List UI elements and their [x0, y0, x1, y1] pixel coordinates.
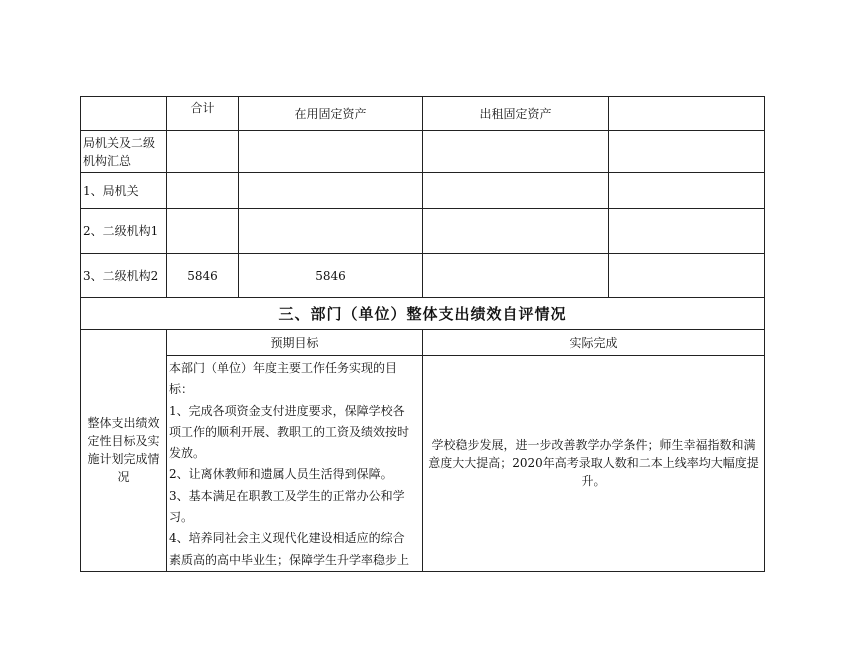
expected-line: 3、基本满足在职教工及学生的正常办公和学	[169, 488, 405, 503]
actual-completion-text: 学校稳步发展，进一步改善教学办学条件；师生幸福指数和满意度大大提高；2020年高考录取人数和二本上线率均大幅度提升。	[423, 356, 765, 572]
header-blank-cell-right	[609, 97, 765, 131]
table-row	[81, 131, 765, 173]
header-expected-target: 预期目标	[167, 330, 423, 356]
section-title-row	[81, 298, 765, 330]
expected-line: 发放。	[169, 446, 206, 461]
header-in-use-assets: 在用固定资产	[239, 97, 423, 131]
expected-line: 本部门（单位）年度主要工作任务实现的目标：	[169, 361, 398, 397]
performance-content-row	[81, 356, 765, 572]
cell-in-use	[239, 173, 423, 209]
cell-extra	[609, 131, 765, 173]
header-rented-assets: 出租固定资产	[423, 97, 609, 131]
cell-total	[167, 173, 239, 209]
performance-row-label: 整体支出绩效定性目标及实施计划完成情况	[81, 330, 167, 572]
table-row	[81, 209, 765, 254]
cell-total	[167, 131, 239, 173]
row-label: 2、二级机构1	[81, 209, 167, 254]
row-label: 1、局机关	[81, 173, 167, 209]
section-title: 三、部门（单位）整体支出绩效自评情况	[81, 298, 765, 330]
asset-and-performance-table	[80, 96, 765, 572]
header-total: 合计	[167, 97, 239, 131]
row-label: 局机关及二级机构汇总	[81, 131, 167, 173]
cell-total	[167, 209, 239, 254]
cell-rented	[423, 254, 609, 298]
cell-total: 5846	[167, 254, 239, 298]
expected-line: 1、完成各项资金支付进度要求，保障学校各	[169, 403, 405, 418]
row-label: 3、二级机构2	[81, 254, 167, 298]
header-actual-completion: 实际完成	[423, 330, 765, 356]
asset-header-row	[81, 97, 765, 131]
table-row	[81, 254, 765, 298]
performance-header-row	[81, 330, 765, 356]
cell-rented	[423, 173, 609, 209]
expected-line: 习。	[169, 510, 194, 525]
cell-in-use	[239, 209, 423, 254]
expected-line: 2、让离休教师和遗属人员生活得到保障。	[169, 467, 393, 482]
cell-extra	[609, 209, 765, 254]
cell-extra	[609, 173, 765, 209]
expected-target-text	[167, 356, 423, 572]
cell-in-use: 5846	[239, 254, 423, 298]
cell-in-use	[239, 131, 423, 173]
cell-rented	[423, 209, 609, 254]
expected-line: 项工作的顺利开展、教职工的工资及绩效按时	[169, 424, 410, 439]
table-row	[81, 173, 765, 209]
expected-line: 4、培养同社会主义现代化建设相适应的综合	[169, 531, 405, 546]
expected-line: 素质高的高中毕业生；保障学生升学率稳步上	[169, 552, 410, 567]
header-blank-cell	[81, 97, 167, 131]
cell-rented	[423, 131, 609, 173]
cell-extra	[609, 254, 765, 298]
